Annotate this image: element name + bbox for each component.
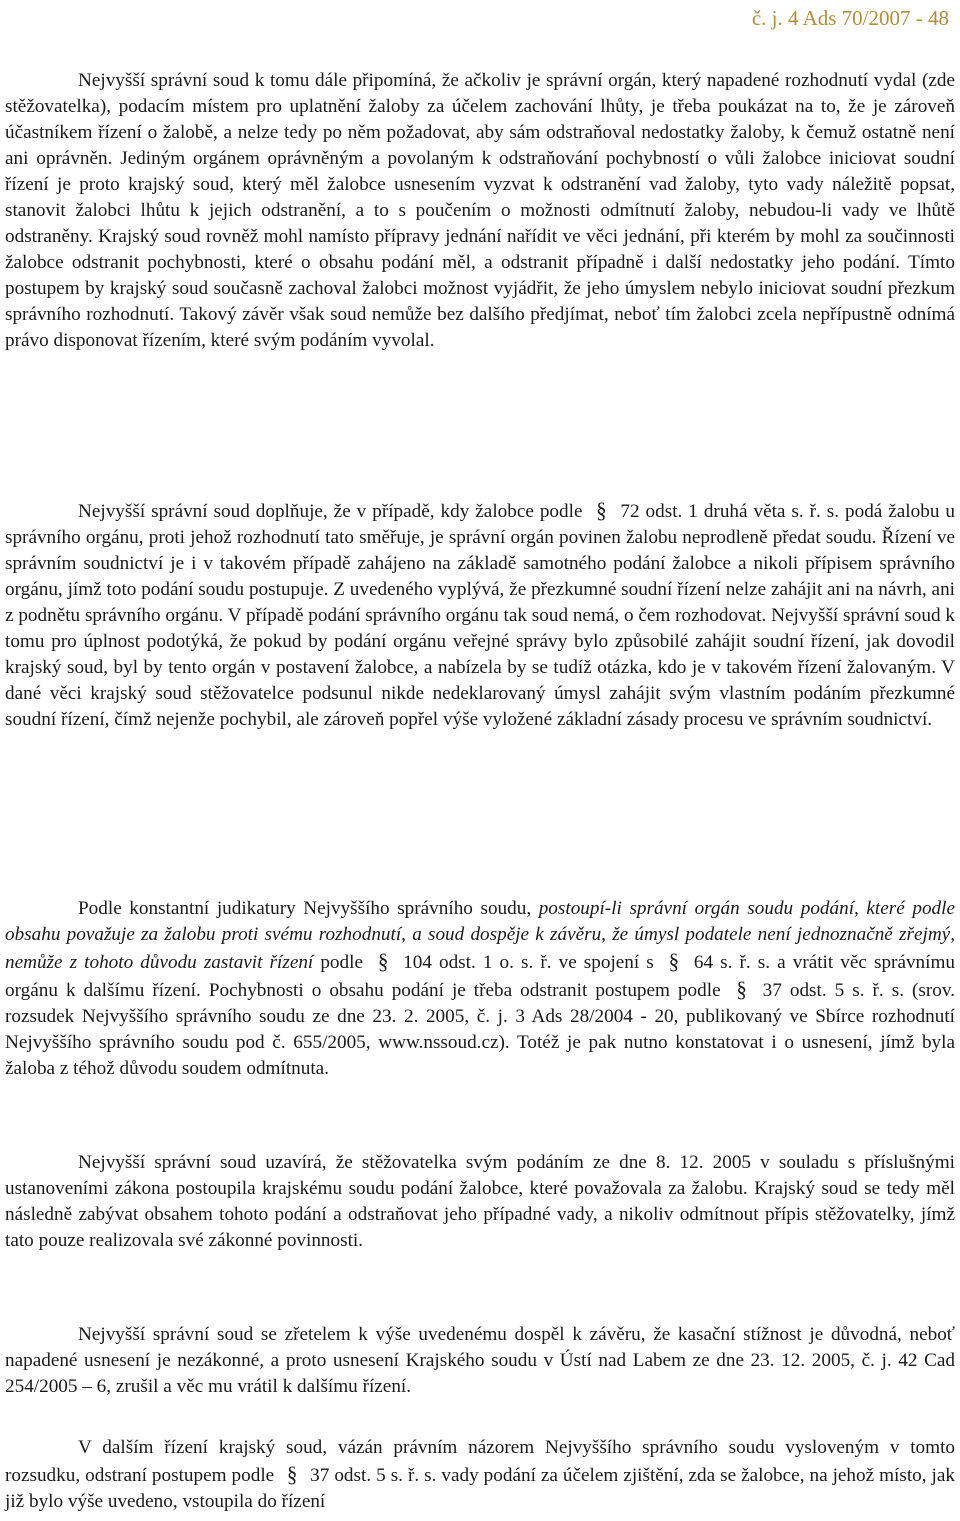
section-symbol: § <box>377 948 389 974</box>
paragraph-6 <box>5 1435 955 1515</box>
section-symbol: § <box>736 976 747 1002</box>
paragraph-text: 72 odst. 1 druhá věta s. ř. s. podá žalobu u správního orgánu, proti jehož rozhodnutí tato směřuje, je správní orgán povinen žalobu neprodleně předat soudu. Řízení ve správním soudnictví je i v takovém případě zahájeno na základě samotného podání žalobce a nikoli přípisem správního orgánu, jímž toto podání soudu postupuje. Z uvedeného vyplývá, že přezkumné soudní řízení nelze zahájit ani na návrh, ani z podnětu správního orgánu. V případě podání správního orgánu tak soud nemá, o čem rozhodovat. Nejvyšší správní soud k tomu pro úplnost podotýká, že pokud by podání orgánu veřejné správy bylo způsobilé zahájit soudní řízení, jak dovodil krajský soud, byl by tento orgán v postavení žalobce, a nabízela by se tudíž otázka, kdo je v takovém řízení žalovaným. V dané věci krajský soud stěžovatelce podsunul nikde nedeklarovaný úmysl zahájit svým vlastním podáním přezkumné soudní řízení, čímž nejenže pochybil, ale zároveň popřel výše vyložené základní zásady procesu ve správním soudnictví. <box>5 501 955 730</box>
paragraph-text: Nejvyšší správní soud uzavírá, že stěžovatelka svým podáním ze dne 8. 12. 2005 v souladu s příslušnými ustanoveními zákona postoupila krajskému soudu podání žalobce, které považovala za žalobu. Krajský soud se tedy měl následně zabývat obsahem tohoto podání a odstraňovat jeho případné vady, a nikoliv odmítnout přípis stěžovatelky, jímž tato pouze realizovala své zákonné povinnosti. <box>5 1152 955 1251</box>
paragraph-5 <box>5 1322 955 1400</box>
paragraph-text: Nejvyšší správní soud se zřetelem k výše uvedenému dospěl k závěru, že kasační stížnost je důvodná, neboť napadené usnesení je nezákonné, a proto usnesení Krajského soudu v Ústí nad Labem ze dne 23. 12. 2005, č. j. 42 Cad 254/2005 – 6, zrušil a věc mu vrátil k dalšímu řízení. <box>5 1324 955 1397</box>
paragraph-text: 37 odst. 5 s. ř. s. (srov. rozsudek Nejvyššího správního soudu ze dne 23. 2. 2005, č. j. 3 Ads 28/2004 - 20, publikovaný ve Sbírce rozhodnutí Nejvyššího správního soudu pod č. 655/2005, www.nssoud.cz). Totéž je pak nutno konstatovat i o usnesení, jímž byla žaloba z téhož důvodu soudem odmítnuta. <box>5 980 956 1079</box>
paragraph-text: 37 odst. 5 s. ř. s. vady podání za účelem zjištění, zda se žalobce, na jehož místo, jak již bylo výše uvedeno, vstoupila do řízení <box>5 1465 955 1512</box>
section-symbol: § <box>596 497 607 523</box>
paragraph-text: V dalším řízení krajský soud, vázán právním názorem Nejvyššího správního soudu vysloveným v tomto rozsudku, odstraní postupem podle <box>5 1437 955 1486</box>
paragraph-4 <box>5 1150 955 1254</box>
paragraph-text: 104 odst. 1 o. s. ř. ve spojení s <box>396 952 661 973</box>
italic-quote: postoupí-li správní orgán soudu podání, které podle obsahu považuje za žalobu proti svému rozhodnutí, a soud dospěje k závěru, že úmysl podatele není jednoznačně zřejmý, nemůže z tohoto důvodu zastavit řízení <box>5 898 955 973</box>
paragraph-text: Nejvyšší správní soud k tomu dále připomíná, že ačkoliv je správní orgán, který napadené rozhodnutí vydal (zde stěžovatelka), podacím místem pro uplatnění žaloby za účelem zachování lhůty, je třeba poukázat na to, že je zároveň účastníkem řízení o žalobě, a nelze tedy po něm požadovat, aby sám odstraňoval nedostatky žaloby, k čemuž ostatně není ani oprávněn. Jediným orgánem oprávněným a povolaným k odstraňování pochybností o vůli žalobce iniciovat soudní řízení je proto krajský soud, který měl žalobce usnesením vyzvat k odstranění vad žaloby, tyto vady náležitě popsat, stanovit žalobci lhůtu k jejich odstranění, a to s poučením o možnosti odmítnutí žaloby, nebudou-li vady ve lhůtě odstraněny. Krajský soud rovněž mohl namísto přípravy jednání nařídit ve věci jednání, při kterém by mohl za součinnosti žalobce odstranit pochybnosti, které o obsahu podání měl, a odstranit případně i další nedostatky jeho podání. Tímto postupem by krajský soud současně zachoval žalobci možnost vyjádřit, že jeho úmyslem nebylo iniciovat soudní přezkum správního rozhodnutí. Takový závěr však soud nemůže bez dalšího předjímat, neboť tím žalobci zcela nepřípustně odnímá právo disponovat řízením, které svým podáním vyvolal. <box>5 70 955 351</box>
section-symbol: § <box>668 948 680 974</box>
section-symbol: § <box>286 1461 298 1487</box>
case-reference-header: č. j. 4 Ads 70/2007 - 48 <box>751 6 949 30</box>
paragraph-text: Podle konstantní judikatury Nejvyššího správního soudu, <box>78 898 539 919</box>
paragraph-text: podle <box>313 952 371 973</box>
paragraph-1 <box>5 68 955 354</box>
paragraph-text: Nejvyšší správní soud doplňuje, že v případě, kdy žalobce podle <box>78 501 589 522</box>
paragraph-3 <box>5 896 955 1082</box>
paragraph-2 <box>5 497 955 733</box>
paragraph-text: 64 s. ř. s. a vrátit věc správnímu orgánu k dalšímu řízení. Pochybnosti o obsahu podání je třeba odstranit postupem podle <box>5 952 955 1001</box>
